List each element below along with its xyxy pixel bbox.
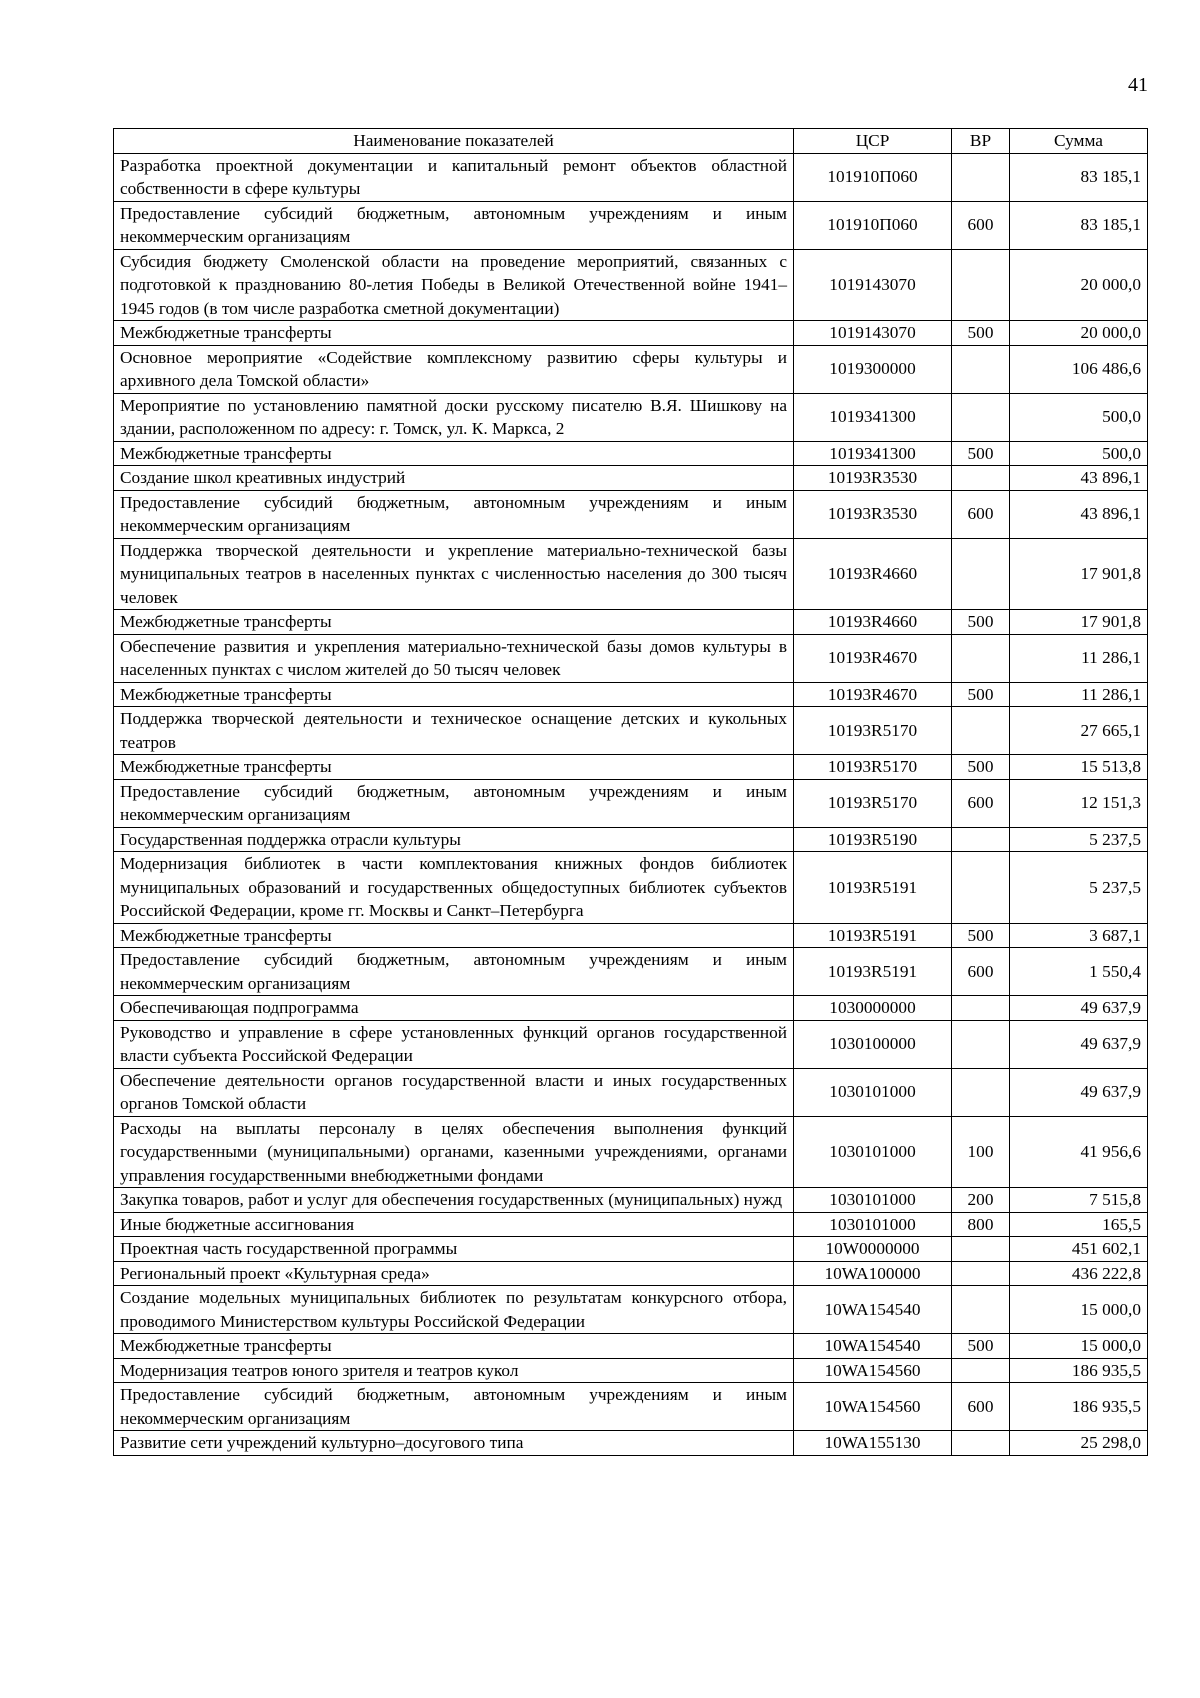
cell-csr: 10W0000000: [794, 1237, 952, 1262]
cell-csr: 10WA154540: [794, 1286, 952, 1334]
table-row: [114, 1212, 1148, 1237]
table-row: [114, 393, 1148, 441]
cell-vr: 500: [952, 755, 1010, 780]
column-header-vr: ВР: [952, 129, 1010, 154]
cell-vr: [952, 249, 1010, 321]
cell-csr: 10WA154560: [794, 1383, 952, 1431]
cell-csr: 10193R5170: [794, 755, 952, 780]
cell-vr: 600: [952, 490, 1010, 538]
cell-sum: 186 935,5: [1010, 1383, 1148, 1431]
table-row: [114, 852, 1148, 924]
cell-csr: 10193R4660: [794, 610, 952, 635]
cell-name: Межбюджетные трансферты: [114, 923, 794, 948]
cell-name: Межбюджетные трансферты: [114, 1334, 794, 1359]
cell-csr: 10193R5191: [794, 948, 952, 996]
cell-csr: 10193R5191: [794, 923, 952, 948]
cell-vr: 500: [952, 682, 1010, 707]
cell-sum: 165,5: [1010, 1212, 1148, 1237]
cell-csr: 101910П060: [794, 153, 952, 201]
table-row: [114, 1383, 1148, 1431]
table-row: [114, 634, 1148, 682]
cell-sum: 5 237,5: [1010, 827, 1148, 852]
table-row: [114, 249, 1148, 321]
table-row: [114, 682, 1148, 707]
table-row: [114, 1286, 1148, 1334]
cell-sum: 49 637,9: [1010, 1068, 1148, 1116]
cell-vr: [952, 707, 1010, 755]
table-row: [114, 345, 1148, 393]
cell-csr: 1030000000: [794, 996, 952, 1021]
cell-csr: 10193R5190: [794, 827, 952, 852]
cell-csr: 1019143070: [794, 321, 952, 346]
table-row: [114, 153, 1148, 201]
cell-name: Создание модельных муниципальных библиотек по результатам конкурсного отбора, проводимого Министерством культуры Российской Федерации: [114, 1286, 794, 1334]
cell-sum: 49 637,9: [1010, 1020, 1148, 1068]
cell-vr: [952, 1358, 1010, 1383]
cell-sum: 49 637,9: [1010, 996, 1148, 1021]
cell-name: Основное мероприятие «Содействие комплексному развитию сферы культуры и архивного дела Томской области»: [114, 345, 794, 393]
cell-vr: [952, 153, 1010, 201]
cell-csr: 10193R4670: [794, 682, 952, 707]
cell-sum: 12 151,3: [1010, 779, 1148, 827]
cell-csr: 10WA100000: [794, 1261, 952, 1286]
cell-sum: 43 896,1: [1010, 490, 1148, 538]
cell-csr: 10193R3530: [794, 490, 952, 538]
cell-vr: 800: [952, 1212, 1010, 1237]
cell-name: Региональный проект «Культурная среда»: [114, 1261, 794, 1286]
table-row: [114, 1334, 1148, 1359]
cell-vr: [952, 1237, 1010, 1262]
cell-vr: 100: [952, 1116, 1010, 1188]
table-row: [114, 1431, 1148, 1456]
cell-sum: 20 000,0: [1010, 249, 1148, 321]
cell-name: Обеспечение развития и укрепления материально-технической базы домов культуры в населенных пунктах с числом жителей до 50 тысяч человек: [114, 634, 794, 682]
cell-csr: 1030100000: [794, 1020, 952, 1068]
cell-name: Межбюджетные трансферты: [114, 321, 794, 346]
cell-vr: [952, 634, 1010, 682]
table-row: [114, 321, 1148, 346]
table-row: [114, 490, 1148, 538]
cell-vr: 600: [952, 779, 1010, 827]
cell-sum: 11 286,1: [1010, 682, 1148, 707]
cell-vr: [952, 852, 1010, 924]
cell-csr: 1019341300: [794, 441, 952, 466]
cell-csr: 1030101000: [794, 1116, 952, 1188]
cell-name: Модернизация библиотек в части комплектования книжных фондов библиотек муниципальных образований и государственных общедоступных библиотек субъектов Российской Федерации, кроме гг. Москвы и Санкт–Петербурга: [114, 852, 794, 924]
cell-vr: [952, 1286, 1010, 1334]
cell-csr: 1030101000: [794, 1212, 952, 1237]
cell-sum: 186 935,5: [1010, 1358, 1148, 1383]
cell-name: Развитие сети учреждений культурно–досугового типа: [114, 1431, 794, 1456]
cell-name: Государственная поддержка отрасли культуры: [114, 827, 794, 852]
cell-sum: 43 896,1: [1010, 466, 1148, 491]
cell-vr: [952, 466, 1010, 491]
table-row: [114, 827, 1148, 852]
table-row: [114, 1020, 1148, 1068]
table-row: [114, 755, 1148, 780]
cell-name: Обеспечение деятельности органов государственной власти и иных государственных органов Томской области: [114, 1068, 794, 1116]
cell-csr: 10193R5191: [794, 852, 952, 924]
cell-csr: 1030101000: [794, 1068, 952, 1116]
cell-vr: [952, 996, 1010, 1021]
table-row: [114, 610, 1148, 635]
cell-sum: 25 298,0: [1010, 1431, 1148, 1456]
table-row: [114, 923, 1148, 948]
cell-sum: 15 000,0: [1010, 1286, 1148, 1334]
cell-csr: 1030101000: [794, 1188, 952, 1213]
table-row: [114, 996, 1148, 1021]
cell-vr: [952, 538, 1010, 610]
cell-name: Обеспечивающая подпрограмма: [114, 996, 794, 1021]
cell-vr: 500: [952, 1334, 1010, 1359]
cell-name: Поддержка творческой деятельности и техническое оснащение детских и кукольных театров: [114, 707, 794, 755]
cell-sum: 17 901,8: [1010, 610, 1148, 635]
cell-sum: 451 602,1: [1010, 1237, 1148, 1262]
cell-csr: 10193R5170: [794, 779, 952, 827]
table-row: [114, 1237, 1148, 1262]
cell-name: Межбюджетные трансферты: [114, 755, 794, 780]
cell-name: Предоставление субсидий бюджетным, автономным учреждениям и иным некоммерческим организациям: [114, 1383, 794, 1431]
cell-name: Предоставление субсидий бюджетным, автономным учреждениям и иным некоммерческим организациям: [114, 779, 794, 827]
table-body: [114, 153, 1148, 1455]
cell-name: Закупка товаров, работ и услуг для обеспечения государственных (муниципальных) нужд: [114, 1188, 794, 1213]
cell-csr: 10193R5170: [794, 707, 952, 755]
table-row: [114, 1261, 1148, 1286]
cell-name: Межбюджетные трансферты: [114, 682, 794, 707]
cell-sum: 83 185,1: [1010, 153, 1148, 201]
cell-sum: 15 000,0: [1010, 1334, 1148, 1359]
cell-name: Модернизация театров юного зрителя и театров кукол: [114, 1358, 794, 1383]
cell-name: Руководство и управление в сфере установленных функций органов государственной власти субъекта Российской Федерации: [114, 1020, 794, 1068]
cell-vr: [952, 1431, 1010, 1456]
cell-name: Мероприятие по установлению памятной доски русскому писателю В.Я. Шишкову на здании, расположенном по адресу: г. Томск, ул. К. Маркса, 2: [114, 393, 794, 441]
cell-vr: 500: [952, 610, 1010, 635]
cell-vr: 600: [952, 1383, 1010, 1431]
cell-sum: 17 901,8: [1010, 538, 1148, 610]
table-row: [114, 948, 1148, 996]
cell-vr: [952, 827, 1010, 852]
cell-name: Субсидия бюджету Смоленской области на проведение мероприятий, связанных с подготовкой к празднованию 80-летия Победы в Великой Отечественной войне 1941–1945 годов (в том числе разработка сметной документации): [114, 249, 794, 321]
table-row: [114, 1358, 1148, 1383]
table-header: [114, 129, 1148, 154]
cell-sum: 41 956,6: [1010, 1116, 1148, 1188]
cell-sum: 27 665,1: [1010, 707, 1148, 755]
cell-name: Разработка проектной документации и капитальный ремонт объектов областной собственности в сфере культуры: [114, 153, 794, 201]
cell-vr: 600: [952, 201, 1010, 249]
cell-csr: 10193R3530: [794, 466, 952, 491]
table-row: [114, 707, 1148, 755]
cell-sum: 11 286,1: [1010, 634, 1148, 682]
cell-vr: 500: [952, 441, 1010, 466]
cell-sum: 436 222,8: [1010, 1261, 1148, 1286]
column-header-sum: Сумма: [1010, 129, 1148, 154]
cell-sum: 15 513,8: [1010, 755, 1148, 780]
cell-sum: 7 515,8: [1010, 1188, 1148, 1213]
cell-sum: 500,0: [1010, 393, 1148, 441]
cell-vr: [952, 345, 1010, 393]
cell-csr: 10WA154540: [794, 1334, 952, 1359]
cell-name: Предоставление субсидий бюджетным, автономным учреждениям и иным некоммерческим организациям: [114, 948, 794, 996]
cell-sum: 20 000,0: [1010, 321, 1148, 346]
table-row: [114, 1188, 1148, 1213]
table-row: [114, 1068, 1148, 1116]
cell-csr: 1019341300: [794, 393, 952, 441]
table-row: [114, 201, 1148, 249]
cell-csr: 10WA155130: [794, 1431, 952, 1456]
cell-csr: 10193R4670: [794, 634, 952, 682]
cell-vr: 200: [952, 1188, 1010, 1213]
table-header-row: [114, 129, 1148, 154]
cell-sum: 5 237,5: [1010, 852, 1148, 924]
cell-vr: 600: [952, 948, 1010, 996]
cell-sum: 500,0: [1010, 441, 1148, 466]
cell-sum: 106 486,6: [1010, 345, 1148, 393]
cell-name: Создание школ креативных индустрий: [114, 466, 794, 491]
cell-name: Предоставление субсидий бюджетным, автономным учреждениям и иным некоммерческим организациям: [114, 490, 794, 538]
cell-vr: [952, 1068, 1010, 1116]
cell-vr: [952, 1020, 1010, 1068]
cell-name: Межбюджетные трансферты: [114, 441, 794, 466]
budget-table: [113, 128, 1148, 1456]
cell-name: Предоставление субсидий бюджетным, автономным учреждениям и иным некоммерческим организациям: [114, 201, 794, 249]
column-header-csr: ЦСР: [794, 129, 952, 154]
table-row: [114, 1116, 1148, 1188]
cell-name: Расходы на выплаты персоналу в целях обеспечения выполнения функций государственными (муниципальными) органами, казенными учреждениями, органами управления государственными внебюджетными фондами: [114, 1116, 794, 1188]
table-row: [114, 441, 1148, 466]
cell-sum: 3 687,1: [1010, 923, 1148, 948]
cell-csr: 101910П060: [794, 201, 952, 249]
cell-sum: 1 550,4: [1010, 948, 1148, 996]
cell-vr: 500: [952, 321, 1010, 346]
column-header-name: Наименование показателей: [114, 129, 794, 154]
cell-name: Иные бюджетные ассигнования: [114, 1212, 794, 1237]
cell-csr: 10WA154560: [794, 1358, 952, 1383]
cell-vr: [952, 1261, 1010, 1286]
cell-name: Межбюджетные трансферты: [114, 610, 794, 635]
table-row: [114, 538, 1148, 610]
cell-vr: [952, 393, 1010, 441]
cell-csr: 1019143070: [794, 249, 952, 321]
page-number: 41: [1128, 74, 1148, 96]
cell-csr: 10193R4660: [794, 538, 952, 610]
cell-csr: 1019300000: [794, 345, 952, 393]
table-row: [114, 779, 1148, 827]
cell-sum: 83 185,1: [1010, 201, 1148, 249]
cell-name: Поддержка творческой деятельности и укрепление материально-технической базы муниципальных театров в населенных пунктах с численностью населения до 300 тысяч человек: [114, 538, 794, 610]
cell-vr: 500: [952, 923, 1010, 948]
table-row: [114, 466, 1148, 491]
cell-name: Проектная часть государственной программы: [114, 1237, 794, 1262]
